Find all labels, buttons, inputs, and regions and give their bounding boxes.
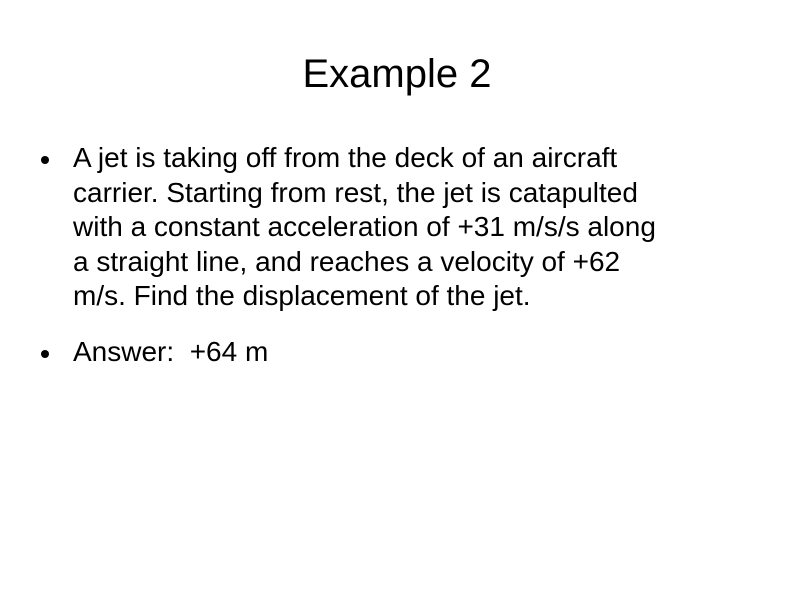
- slide-title: Example 2: [302, 52, 492, 96]
- answer-text: Answer: +64 m: [73, 336, 269, 367]
- bullet-dot-icon: [41, 156, 49, 164]
- problem-text: A jet is taking off from the deck of an aircraft carrier. Starting from rest, the jet is catapulted with a constant acceleration of +31 m/s/s along a straight line, and reaches a velocity of +62 m/s. Find the displacement of the jet.: [73, 142, 656, 311]
- bullet-dot-icon: [41, 350, 49, 358]
